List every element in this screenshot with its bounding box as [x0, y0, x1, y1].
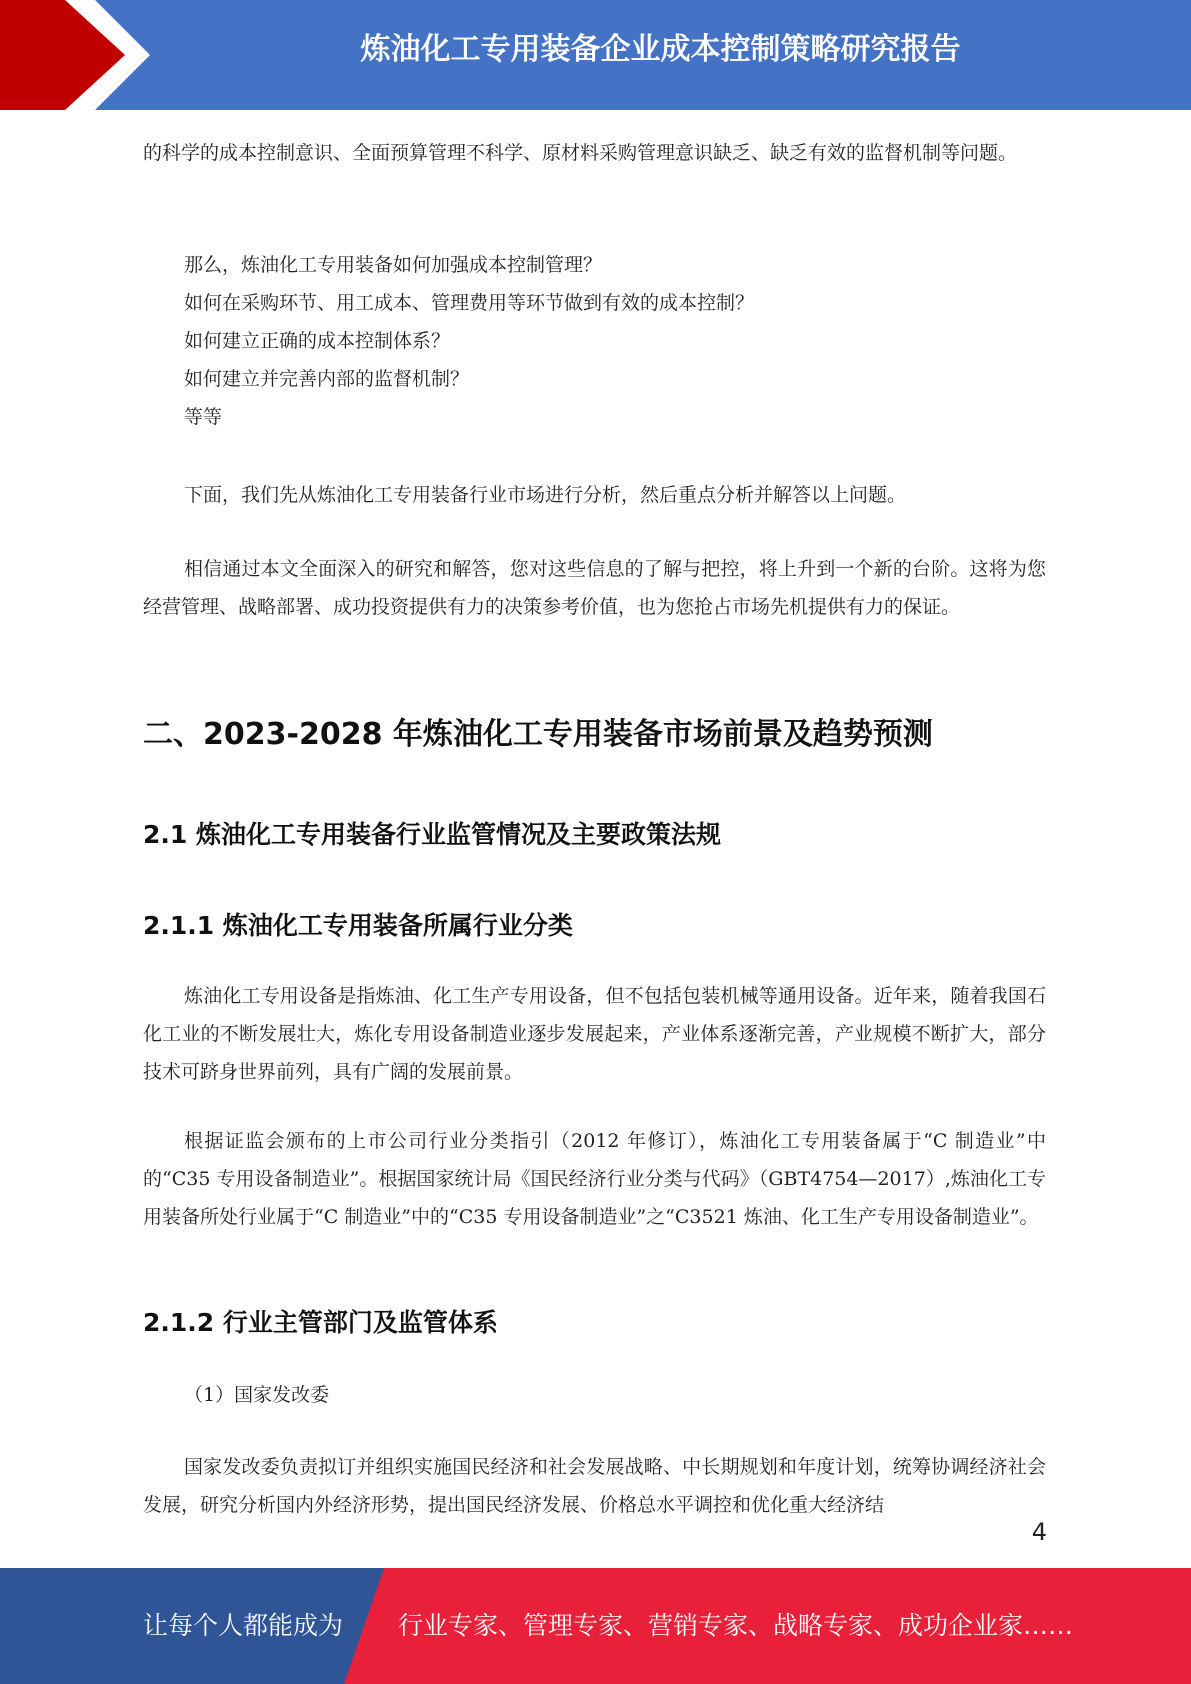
paragraph-believe: 相信通过本文全面深入的研究和解答，您对这些信息的了解与把控，将上升到一个新的台阶。这将为您经营管理、战略部署、成功投资提供有力的决策参考价值，也为您抢占市场先机提供有力的保证。	[143, 558, 1046, 618]
page-header	[0, 0, 1191, 110]
subsubsection-heading: 2.1.2 行业主管部门及监管体系	[143, 1308, 498, 1337]
paragraph-intro: 的科学的成本控制意识、全面预算管理不科学、原材料采购管理意识缺乏、缺乏有效的监督机制等问题。	[143, 142, 1018, 164]
page-footer	[0, 1568, 1191, 1684]
paragraph-next: 下面，我们先从炼油化工专用装备行业市场进行分析，然后重点分析并解答以上问题。	[184, 484, 907, 506]
question-item: 如何建立并完善内部的监督机制？	[184, 368, 470, 390]
subsubsection-heading: 2.1.1 炼油化工专用装备所属行业分类	[143, 911, 573, 940]
page-number: 4	[1031, 1518, 1047, 1546]
paragraph-classification: 根据证监会颁布的上市公司行业分类指引（2012 年修订），炼油化工专用装备属于“C 制造业”中的“C35 专用设备制造业”。根据国家统计局《国民经济行业分类与代码》（GBT4754—2017）,炼油化工专用装备所处行业属于“C 制造业”中的“C35 专用设备制造业”之“C3521 炼油、化工生产专用设备制造业”。	[143, 1130, 1046, 1228]
subsection-heading: 2.1 炼油化工专用装备行业监管情况及主要政策法规	[143, 820, 721, 849]
paragraph-ndrc: 国家发改委负责拟订并组织实施国民经济和社会发展战略、中长期规划和年度计划，统筹协调经济社会发展，研究分析国内外经济形势，提出国民经济发展、价格总水平调控和优化重大经济结	[143, 1456, 1046, 1516]
footer-slogan-left: 让每个人都能成为	[143, 1611, 344, 1640]
header-chevron-graphic	[0, 0, 160, 110]
report-title: 炼油化工专用装备企业成本控制策略研究报告	[360, 32, 961, 67]
section-heading: 二、2023-2028 年炼油化工专用装备市场前景及趋势预测	[143, 717, 933, 752]
question-item: 那么，炼油化工专用装备如何加强成本控制管理？	[184, 254, 603, 276]
footer-slogan-right: 行业专家、管理专家、营销专家、战略专家、成功企业家……	[398, 1611, 1074, 1640]
question-item: 等等	[184, 406, 223, 428]
question-item: 如何建立正确的成本控制体系？	[184, 330, 451, 352]
question-item: 如何在采购环节、用工成本、管理费用等环节做到有效的成本控制？	[184, 292, 755, 314]
paragraph-definition: 炼油化工专用设备是指炼油、化工生产专用设备，但不包括包装机械等通用设备。近年来，随着我国石化工业的不断发展壮大，炼化专用设备制造业逐步发展起来，产业体系逐渐完善，产业规模不断扩大，部分技术可跻身世界前列，具有广阔的发展前景。	[143, 985, 1046, 1083]
list-item-label: （1）国家发改委	[184, 1384, 330, 1406]
